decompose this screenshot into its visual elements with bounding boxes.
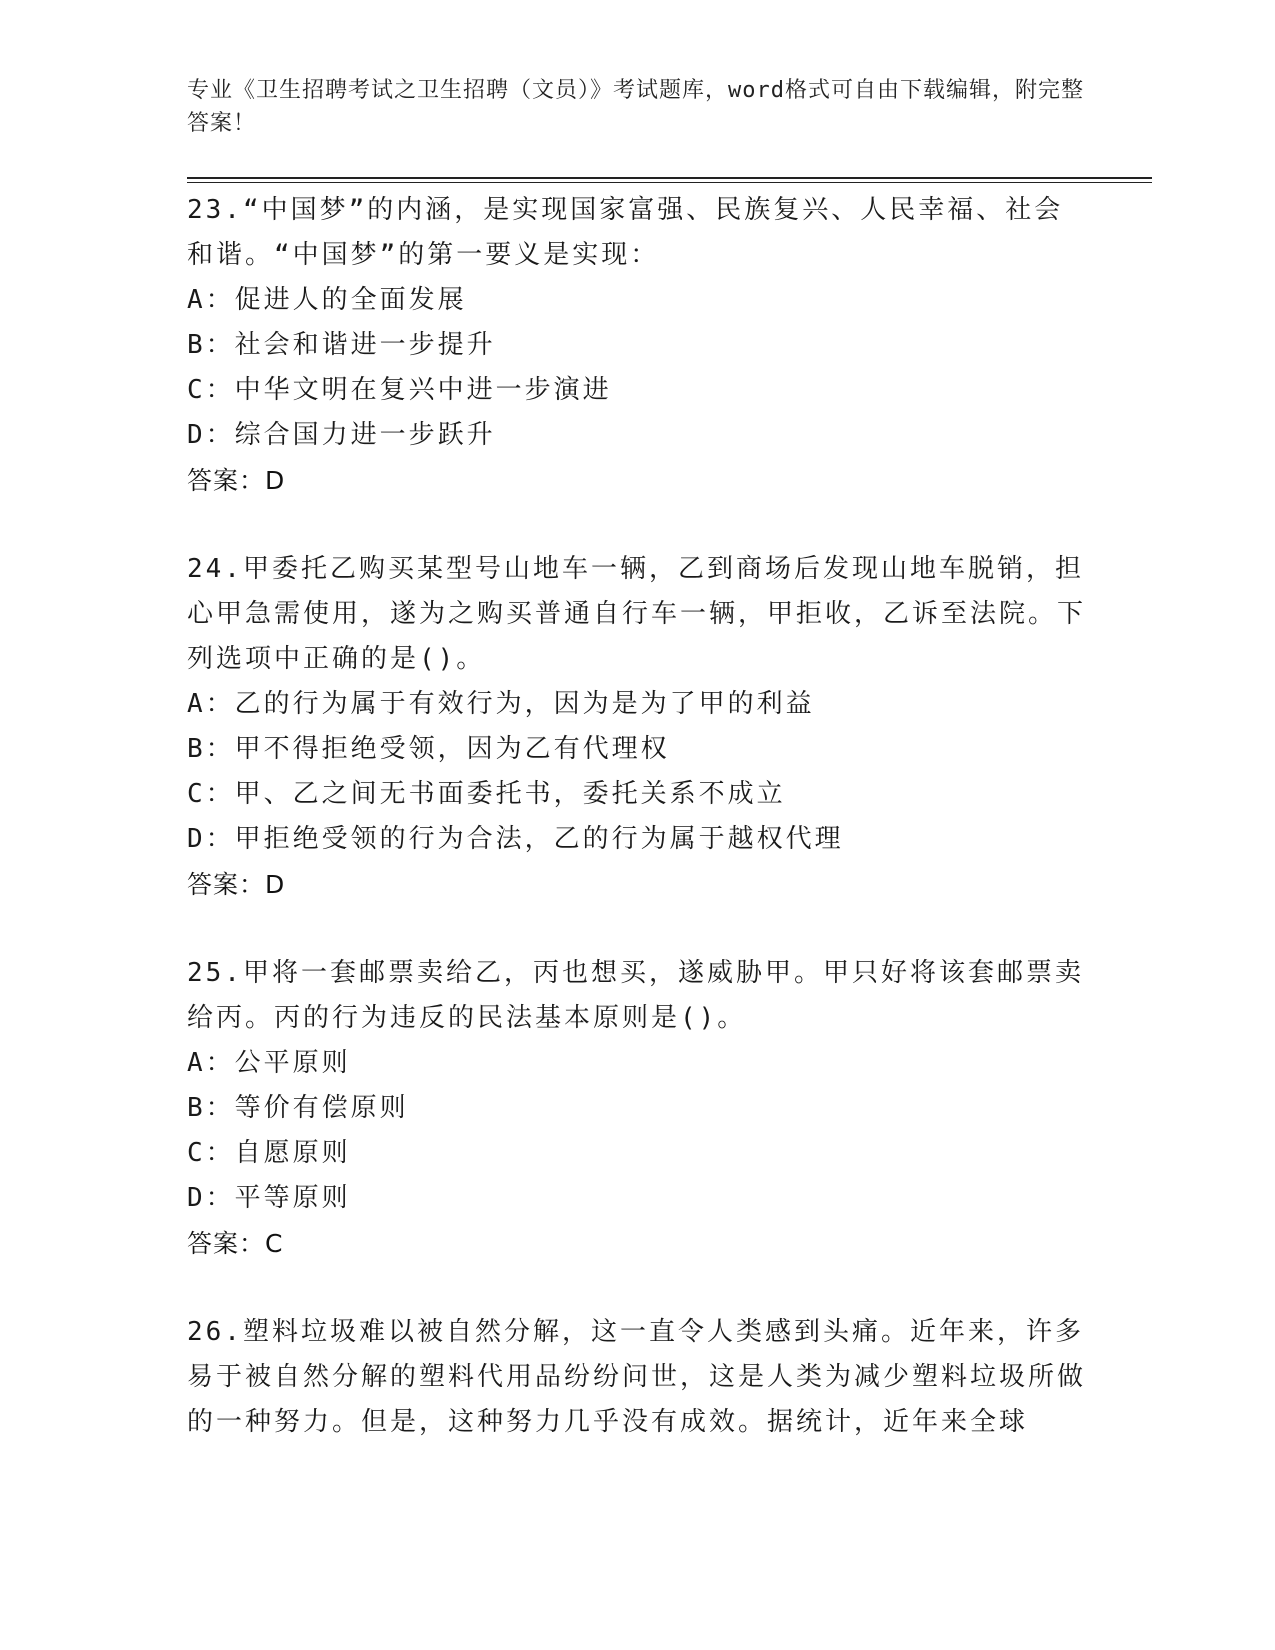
question-text: 23.“中国梦”的内涵，是实现国家富强、民族复兴、人民幸福、社会和谐。“中国梦”的第一要义是实现： [187, 195, 1064, 270]
option-a: A：乙的行为属于有效行为，因为是为了甲的利益 [187, 689, 815, 719]
option-c: C：甲、乙之间无书面委托书，委托关系不成立 [187, 779, 786, 809]
question-text: 24.甲委托乙购买某型号山地车一辆，乙到商场后发现山地车脱销，担心甲急需使用，遂为之购买普通自行车一辆，甲拒收，乙诉至法院。下列选项中正确的是()。 [187, 554, 1087, 674]
option-b: B：甲不得拒绝受领，因为乙有代理权 [187, 734, 670, 764]
option-b: B：等价有偿原则 [187, 1093, 409, 1123]
option-b: B：社会和谐进一步提升 [187, 330, 496, 360]
option-d: D：甲拒绝受领的行为合法，乙的行为属于越权代理 [187, 824, 844, 854]
header-divider-thin [187, 182, 1152, 183]
question-23 [187, 188, 1087, 503]
question-26 [187, 1310, 1087, 1445]
header-divider [187, 177, 1152, 179]
question-list [187, 188, 1087, 1489]
question-25 [187, 951, 1087, 1266]
answer-line: 答案：D [187, 466, 286, 495]
option-d: D：综合国力进一步跃升 [187, 420, 496, 450]
question-text: 26.塑料垃圾难以被自然分解，这一直令人类感到头痛。近年来，许多易于被自然分解的塑料代用品纷纷问世，这是人类为减少塑料垃圾所做的一种努力。但是，这种努力几乎没有成效。据统计，近年来全球 [187, 1317, 1087, 1437]
answer-line: 答案：D [187, 870, 286, 899]
answer-line: 答案：C [187, 1229, 284, 1258]
document-header: 专业《卫生招聘考试之卫生招聘（文员）》考试题库，word格式可自由下载编辑，附完整答案！ [187, 78, 1084, 136]
question-text: 25.甲将一套邮票卖给乙，丙也想买，遂威胁甲。甲只好将该套邮票卖给丙。丙的行为违反的民法基本原则是()。 [187, 958, 1084, 1033]
option-a: A：促进人的全面发展 [187, 285, 467, 315]
option-c: C：自愿原则 [187, 1138, 351, 1168]
option-d: D：平等原则 [187, 1183, 351, 1213]
option-c: C：中华文明在复兴中进一步演进 [187, 375, 612, 405]
question-24 [187, 547, 1087, 907]
option-a: A：公平原则 [187, 1048, 351, 1078]
